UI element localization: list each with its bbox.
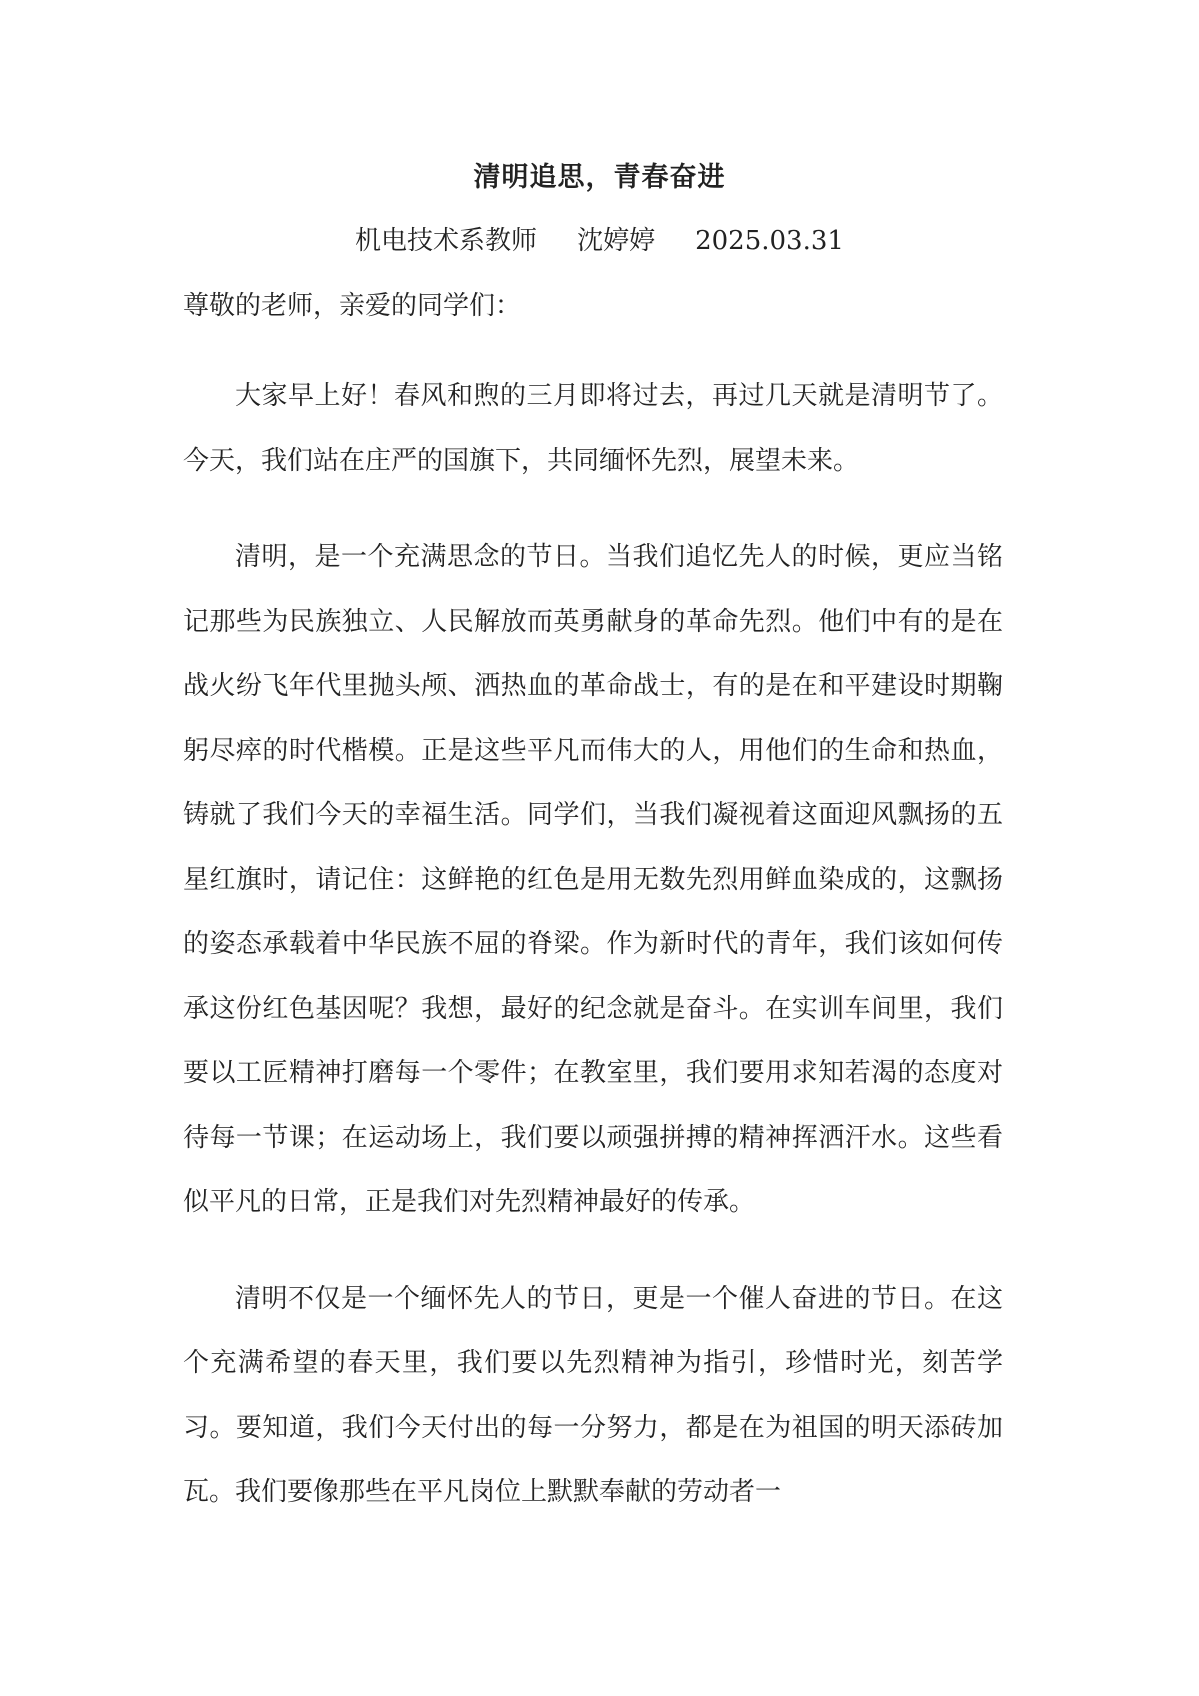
byline [0,223,1199,259]
byline-author: 沈婷婷 [577,226,656,256]
paragraph-3: 清明不仅是一个缅怀先人的节日，更是一个催人奋进的节日。在这个充满希望的春天里，我们要以先烈精神为指引，珍惜时光，刻苦学习。要知道，我们今天付出的每一分努力，都是在为祖国的明天添砖加瓦。我们要像那些在平凡岗位上默默奉献的劳动者一 [183,1283,1003,1507]
paragraph-2: 清明，是一个充满思念的节日。当我们追忆先人的时候，更应当铭记那些为民族独立、人民解放而英勇献身的革命先烈。他们中有的是在战火纷飞年代里抛头颅、洒热血的革命战士，有的是在和平建设时期鞠躬尽瘁的时代楷模。正是这些平凡而伟大的人，用他们的生命和热血，铸就了我们今天的幸福生活。同学们，当我们凝视着这面迎风飘扬的五星红旗时，请记住：这鲜艳的红色是用无数先烈用鲜血染成的，这飘扬的姿态承载着中华民族不屈的脊梁。作为新时代的青年，我们该如何传承这份红色基因呢？我想，最好的纪念就是奋斗。在实训车间里，我们要以工匠精神打磨每一个零件；在教室里，我们要用求知若渴的态度对待每一节课；在运动场上，我们要以顽强拼搏的精神挥洒汗水。这些看似平凡的日常，正是我们对先烈精神最好的传承。 [183,542,1003,1217]
document-title: 清明追思，青春奋进 [473,162,726,193]
paragraph-1: 大家早上好！春风和煦的三月即将过去，再过几天就是清明节了。今天，我们站在庄严的国旗下，共同缅怀先烈，展望未来。 [183,381,1003,476]
document-body [183,288,1003,1557]
byline-department: 机电技术系教师 [355,226,538,256]
salutation: 尊敬的老师，亲爱的同学们： [183,291,522,321]
byline-date: 2025.03.31 [695,226,844,256]
